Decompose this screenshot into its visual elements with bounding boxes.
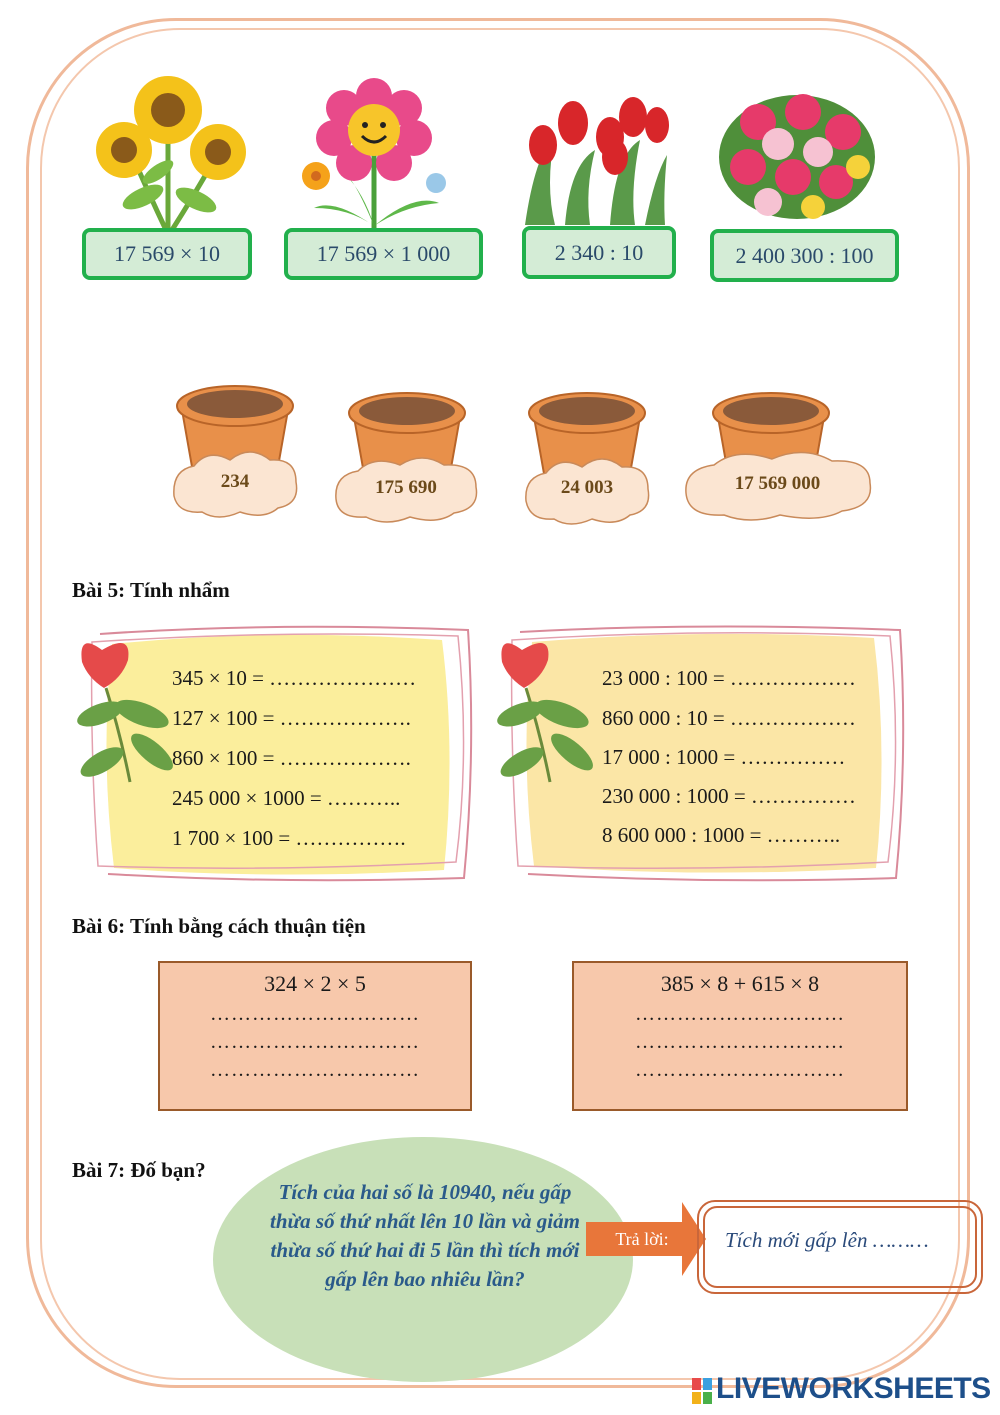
calc-line-right-3[interactable]: 17 000 : 1000 = …………… — [602, 745, 846, 769]
calc-line-left-1[interactable]: 345 × 10 = ………………… — [172, 666, 417, 690]
answer-line-1[interactable]: ………………………… — [210, 1003, 420, 1025]
calc-line-right-5[interactable]: 8 600 000 : 1000 = ……….. — [602, 823, 841, 847]
heading-bai-5: Bài 5: Tính nhẩm — [72, 578, 230, 602]
card-text: 2 400 300 : 100 — [735, 242, 874, 268]
pot-target-1[interactable] — [168, 378, 302, 522]
sunflower-image — [88, 72, 253, 232]
card-text: 2 340 : 10 — [554, 239, 644, 265]
flower-pot-icon — [680, 385, 875, 529]
calc-line-right-1[interactable]: 23 000 : 100 = ……………… — [602, 666, 856, 690]
expression-card-4[interactable] — [710, 229, 899, 282]
expression-card-1[interactable] — [82, 228, 252, 280]
pot-target-4[interactable] — [680, 385, 875, 529]
liveworksheets-logo-icon — [692, 1378, 712, 1404]
flower-pot-icon — [168, 378, 302, 522]
calc-line-left-3[interactable]: 860 × 100 = ………………. — [172, 746, 411, 770]
expression-text: 324 × 2 × 5 — [264, 971, 366, 996]
flower-pot-icon — [520, 385, 654, 529]
pot-label: 17 569 000 — [734, 473, 821, 494]
calc-line-left-2[interactable]: 127 × 100 = ………………. — [172, 706, 411, 730]
calc-line-right-2[interactable]: 860 000 : 10 = ……………… — [602, 706, 856, 730]
answer-line-2[interactable]: ………………………… — [210, 1031, 420, 1053]
calc-line-left-4[interactable]: 245 000 × 1000 = ……….. — [172, 786, 401, 810]
pot-label: 234 — [220, 471, 250, 492]
exercise-box-1 — [158, 961, 472, 1111]
exercise-box-2 — [572, 961, 908, 1111]
expression-text: 385 × 8 + 615 × 8 — [660, 971, 820, 996]
pot-target-2[interactable] — [330, 385, 482, 529]
flower-pot-icon — [330, 385, 482, 529]
pot-label: 175 690 — [375, 477, 437, 498]
answer-text[interactable]: Tích mới gấp lên ……… — [725, 1228, 929, 1252]
answer-label: Trả lời: — [615, 1229, 669, 1249]
card-text: 17 569 × 10 — [114, 241, 220, 266]
card-text: 17 569 × 1 000 — [316, 241, 451, 266]
heading-bai-7: Bài 7: Đố bạn? — [72, 1158, 206, 1182]
answer-line-1[interactable]: ………………………… — [635, 1003, 845, 1025]
tulips-image — [515, 95, 670, 225]
pot-target-3[interactable] — [520, 385, 654, 529]
answer-line-3[interactable]: ………………………… — [210, 1059, 420, 1081]
expression-card-2[interactable] — [284, 228, 483, 280]
calc-line-right-4[interactable]: 230 000 : 1000 = …………… — [602, 784, 856, 808]
calc-line-left-5[interactable]: 1 700 × 100 = ……………. — [172, 826, 406, 850]
liveworksheets-brand: LIVEWORKSHEETS — [716, 1372, 991, 1405]
heading-bai-6: Bài 6: Tính bằng cách thuận tiện — [72, 914, 366, 938]
answer-line-3[interactable]: ………………………… — [635, 1059, 845, 1081]
roses-bouquet-image — [718, 82, 876, 227]
expression-card-3[interactable] — [522, 226, 676, 279]
question-text: Tích của hai số là 10940, nếu gấp thừa số thứ nhất lên 10 lần và giảm thừa số thứ hai đi 5 lần thì tích mới gấp lên bao nhiêu lần? — [270, 1180, 580, 1291]
pot-label: 24 003 — [560, 477, 614, 498]
pink-flower-image — [294, 78, 454, 228]
answer-line-2[interactable]: ………………………… — [635, 1031, 845, 1053]
